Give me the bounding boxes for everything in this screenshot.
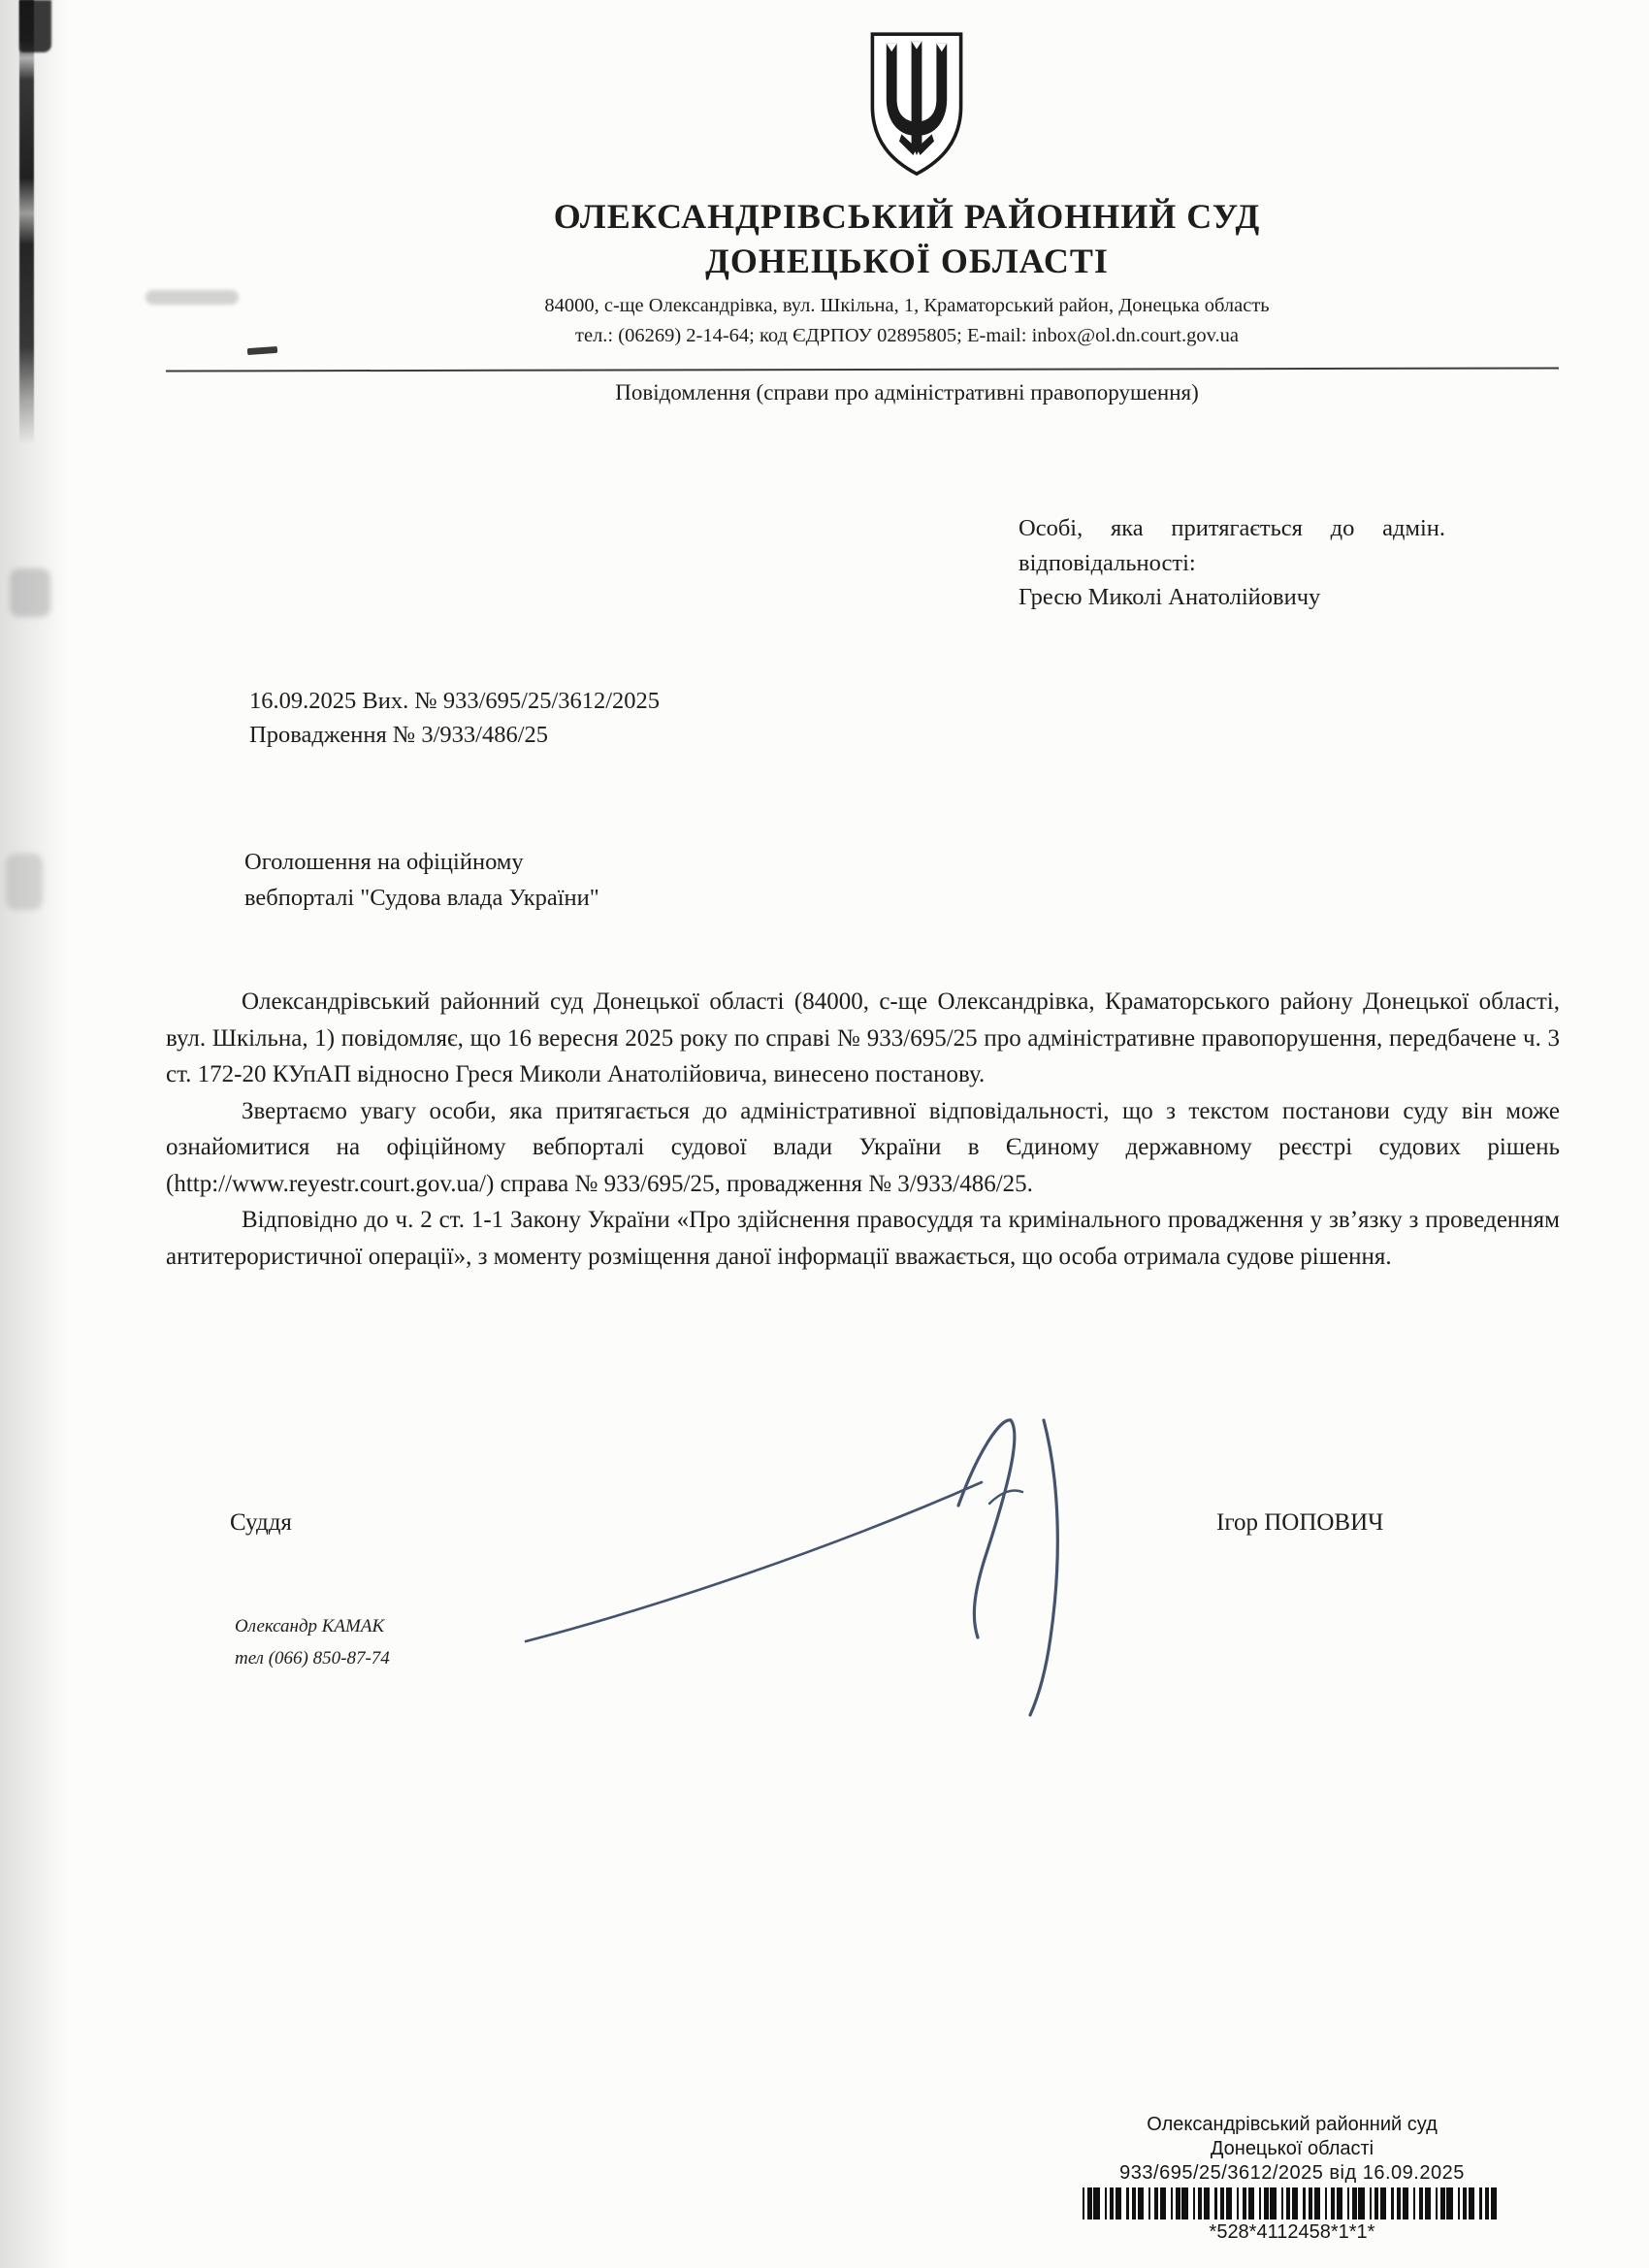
court-contacts: тел.: (06269) 2-14-64; код ЄДРПОУ 02895805; E-mail: inbox@ol.dn.court.gov.ua (575, 325, 1239, 346)
body-paragraph-2: Звертаємо увагу особи, яка притягається до адміністративної відповідальності, що з текстом постанови суду він може ознайомитися на офіційному вебпорталі судової влади України в Єдиному державному реєстрі судових рішень (http://www.reyestr.court.gov.ua/) справа № 933/695/25, провадження № 3/933/486/25. (166, 1097, 1560, 1197)
recipient-block (1018, 511, 1445, 615)
scan-left-vignette (0, 0, 68, 2268)
court-address: 84000, с-ще Олександрівка, вул. Шкільна, 1, Краматорський район, Донецька область (544, 295, 1270, 316)
barcode-text: *528*4112458*1*1* (1209, 2221, 1375, 2243)
recipient-line: Особі, яка притягається до адмін. (1018, 515, 1445, 541)
contact-block (235, 1610, 390, 1674)
signer-role: Суддя (230, 1509, 292, 1536)
judge-name: Ігор ПОПОВИЧ (1216, 1509, 1384, 1536)
announcement-block (244, 845, 599, 916)
outgoing-number: 16.09.2025 Вих. № 933/695/25/3612/2025 (249, 688, 661, 714)
body-paragraph-1: Олександрівський районний суд Донецької області (84000, с-ще Олександрівка, Краматорського району Донецької області, вул. Шкільна, 1) повідомляє, що 16 вересня 2025 року по справі № 933/695/25 про адміністративне правопорушення, передбачене ч. 3 ст. 172-20 КУпАП відносно Греся Миколи Анатолійовича, винесено постанову. (166, 988, 1560, 1087)
proceeding-number: Провадження № 3/933/486/25 (249, 722, 549, 748)
body-paragraph-3: Відповідно до ч. 2 ст. 1-1 Закону України «Про здійснення правосуддя та кримінального провадження у зв’язку з проведенням антитерористичної операції», з моменту розміщення даної інформації вважається, що особа отримала судове рішення. (166, 1207, 1560, 1270)
court-address-block (199, 291, 1615, 351)
document-subject: Повідомлення (справи про адміністративні правопорушення) (615, 380, 1199, 405)
ukraine-trident-emblem-icon (857, 27, 976, 190)
stamp-court-line1: Олександрівський районний суд (1147, 2114, 1438, 2135)
court-name-line1: ОЛЕКСАНДРІВСЬКИЙ РАЙОННИЙ СУД (553, 197, 1261, 236)
reference-block (249, 684, 660, 752)
handwritten-signature (504, 1387, 1125, 1746)
scan-smudge (6, 854, 43, 910)
stamp-doc-number: 933/695/25/3612/2025 від 16.09.2025 (1119, 2162, 1465, 2184)
recipient-line: відповідальності: (1018, 549, 1196, 576)
scan-corner-artifact (19, 0, 51, 52)
letterhead (199, 194, 1615, 351)
contact-phone: тел (066) 850-87-74 (235, 1648, 390, 1669)
recipient-name: Гресю Миколі Анатолійовичу (1018, 584, 1321, 610)
contact-name: Олександр КАМАК (235, 1616, 385, 1636)
court-name-line2: ДОНЕЦЬКОЇ ОБЛАСТІ (705, 242, 1109, 280)
announcement-line: Оголошення на офіційному (244, 849, 524, 875)
barcode (1066, 2187, 1518, 2219)
stamp-court-line2: Донецької області (1210, 2138, 1374, 2159)
announcement-line: вебпорталі "Судова влада України" (244, 884, 599, 911)
scan-smudge (10, 568, 50, 617)
letter-body (166, 984, 1560, 1275)
header-divider (166, 367, 1559, 372)
scan-edge-artifact (19, 0, 34, 444)
registration-stamp (1038, 2113, 1546, 2245)
